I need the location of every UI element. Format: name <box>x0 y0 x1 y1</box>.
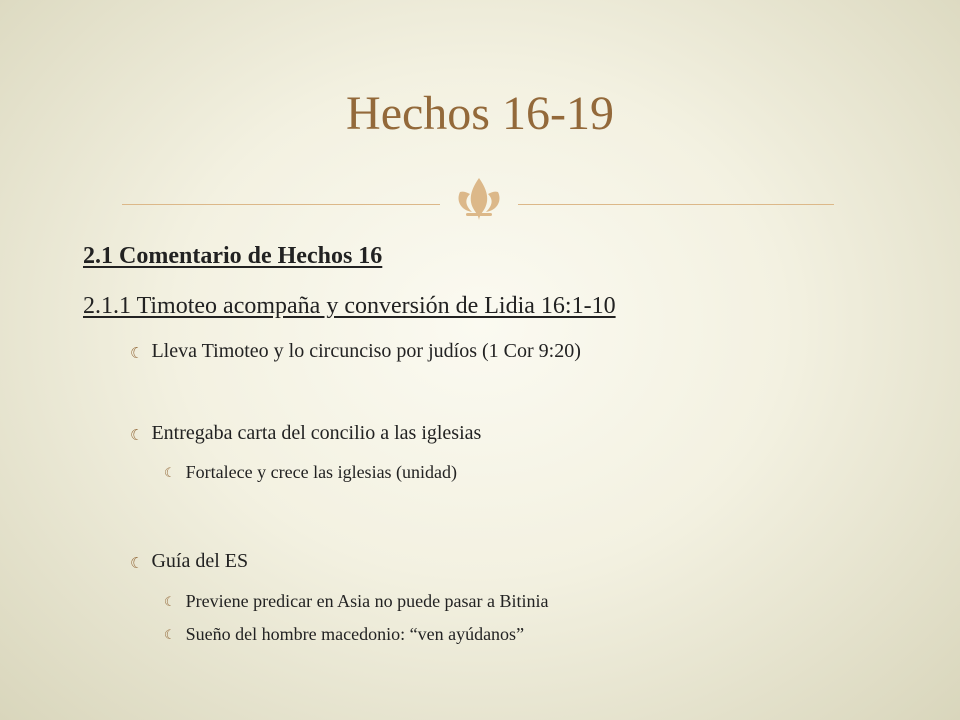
divider-left <box>122 204 440 205</box>
sub-bullet-arrow-icon: ☾ <box>164 466 176 481</box>
section-heading: 2.1 Comentario de Hechos 16 <box>83 243 383 269</box>
subsection-heading: 2.1.1 Timoteo acompaña y conversión de Lidia 16:1-10 <box>83 293 616 319</box>
sub-bullet-arrow-icon: ☾ <box>164 595 176 610</box>
bullet-item <box>130 340 581 363</box>
bullet-text: Lleva Timoteo y lo circunciso por judíos (1 Cor 9:20) <box>151 340 581 362</box>
fleur-ornament-icon <box>442 170 516 230</box>
slide-title: Hechos 16-19 <box>346 87 614 140</box>
bullet-text: Entregaba carta del concilio a las iglesias <box>151 422 482 444</box>
sub-bullet-text: Fortalece y crece las iglesias (unidad) <box>185 462 458 482</box>
sub-bullet-item <box>164 591 549 612</box>
bullet-item <box>130 550 248 573</box>
sub-bullet-arrow-icon: ☾ <box>164 628 176 643</box>
bullet-text: Guía del ES <box>151 550 249 572</box>
bullet-arrow-icon: ☾ <box>130 343 144 362</box>
bullet-arrow-icon: ☾ <box>130 553 144 572</box>
sub-bullet-text: Previene predicar en Asia no puede pasar a Bitinia <box>185 591 549 611</box>
sub-bullet-item <box>164 624 524 645</box>
bullet-item <box>130 422 481 445</box>
sub-bullet-text: Sueño del hombre macedonio: “ven ayúdanos” <box>185 624 525 644</box>
sub-bullet-item <box>164 462 457 483</box>
bullet-arrow-icon: ☾ <box>130 425 144 444</box>
divider-right <box>518 204 834 205</box>
